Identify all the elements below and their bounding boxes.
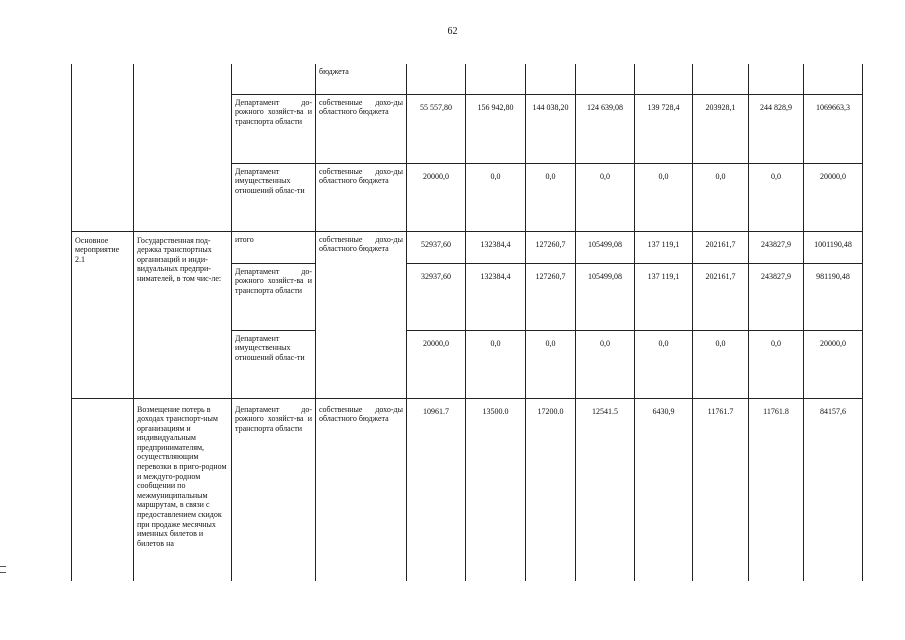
executor-cell: Департамент имущественных отношений облас-ти (232, 163, 316, 231)
value-cell: 243827,9 (749, 263, 804, 330)
margin-mark (0, 566, 6, 567)
value-cell (407, 64, 466, 94)
value-cell (466, 64, 526, 94)
value-cell: 17200.0 (526, 398, 576, 581)
value-cell: 156 942,80 (466, 94, 526, 163)
value-cell: 137 119,1 (635, 263, 693, 330)
value-cell: 11761.7 (693, 398, 749, 581)
value-cell: 0,0 (749, 163, 804, 231)
funding-source-cell: собственные дохо-ды областного бюджета (316, 163, 407, 231)
value-cell: 20000,0 (804, 163, 863, 231)
executor-cell (232, 64, 316, 94)
value-cell: 1069663,3 (804, 94, 863, 163)
description-cell: Государственная под-держка транспортных организаций и инди-видуальных предпри-нимателей, в том чис-ле: (134, 231, 232, 398)
budget-table (71, 64, 863, 581)
value-cell: 144 038,20 (526, 94, 576, 163)
value-cell: 981190,48 (804, 263, 863, 330)
measure-cell (72, 64, 134, 231)
value-cell: 139 728,4 (635, 94, 693, 163)
value-cell (576, 64, 635, 94)
value-cell: 132384,4 (466, 231, 526, 263)
value-cell: 0,0 (635, 163, 693, 231)
value-cell: 20000,0 (804, 330, 863, 398)
table-row (72, 231, 863, 263)
value-cell: 132384,4 (466, 263, 526, 330)
description-cell: Возмещение потерь в доходах транспорт-ным организациям и индивидуальным предпринимателям, осуществляющим перевозки в приго-родном и междуго-родном сообщении по межмуниципальным маршрутам, в связи с предоставлением скидок при продаже месячных именных билетов и билетов на (134, 398, 232, 581)
value-cell: 0,0 (576, 330, 635, 398)
value-cell: 32937,60 (407, 263, 466, 330)
value-cell: 105499,08 (576, 231, 635, 263)
value-cell: 12541.5 (576, 398, 635, 581)
value-cell: 0,0 (526, 163, 576, 231)
executor-cell: Департамент до-рожного хозяйст-ва и транспорта области (232, 94, 316, 163)
value-cell: 0,0 (466, 163, 526, 231)
value-cell (749, 64, 804, 94)
value-cell: 0,0 (635, 330, 693, 398)
value-cell: 1001190,48 (804, 231, 863, 263)
value-cell: 6430,9 (635, 398, 693, 581)
table-row (72, 64, 863, 94)
value-cell: 55 557,80 (407, 94, 466, 163)
value-cell: 127260,7 (526, 263, 576, 330)
value-cell: 0,0 (576, 163, 635, 231)
value-cell: 0,0 (526, 330, 576, 398)
page-number: 62 (447, 26, 458, 37)
executor-cell: Департамент имущественных отношений облас-ти (232, 330, 316, 398)
value-cell: 0,0 (749, 330, 804, 398)
executor-cell: итого (232, 231, 316, 263)
value-cell (635, 64, 693, 94)
value-cell: 84157,6 (804, 398, 863, 581)
funding-source-cell: собственные дохо-ды областного бюджета (316, 231, 407, 398)
measure-cell: Основное мероприятие 2.1 (72, 231, 134, 398)
value-cell: 20000,0 (407, 163, 466, 231)
funding-source-cell: собственные дохо-ды областного бюджета (316, 94, 407, 163)
value-cell: 124 639,08 (576, 94, 635, 163)
value-cell: 244 828,9 (749, 94, 804, 163)
value-cell: 0,0 (693, 163, 749, 231)
description-cell (134, 64, 232, 231)
measure-cell (72, 398, 134, 581)
value-cell (693, 64, 749, 94)
funding-source-cell: собственные дохо-ды областного бюджета (316, 398, 407, 581)
value-cell (526, 64, 576, 94)
value-cell: 52937,60 (407, 231, 466, 263)
value-cell: 13500.0 (466, 398, 526, 581)
executor-cell: Департамент до-рожного хозяйст-ва и транспорта области (232, 398, 316, 581)
value-cell: 0,0 (693, 330, 749, 398)
value-cell: 20000,0 (407, 330, 466, 398)
funding-source-cell: бюджета (316, 64, 407, 94)
value-cell: 203928,1 (693, 94, 749, 163)
value-cell: 202161,7 (693, 231, 749, 263)
scan-margin-marks (0, 566, 8, 578)
value-cell (804, 64, 863, 94)
value-cell: 11761.8 (749, 398, 804, 581)
value-cell: 105499,08 (576, 263, 635, 330)
value-cell: 202161,7 (693, 263, 749, 330)
value-cell: 127260,7 (526, 231, 576, 263)
value-cell: 10961.7 (407, 398, 466, 581)
value-cell: 137 119,1 (635, 231, 693, 263)
value-cell: 243827,9 (749, 231, 804, 263)
table-row (72, 398, 863, 581)
value-cell: 0,0 (466, 330, 526, 398)
margin-mark (0, 572, 6, 573)
executor-cell: Департамент до-рожного хозяйст-ва и транспорта области (232, 263, 316, 330)
